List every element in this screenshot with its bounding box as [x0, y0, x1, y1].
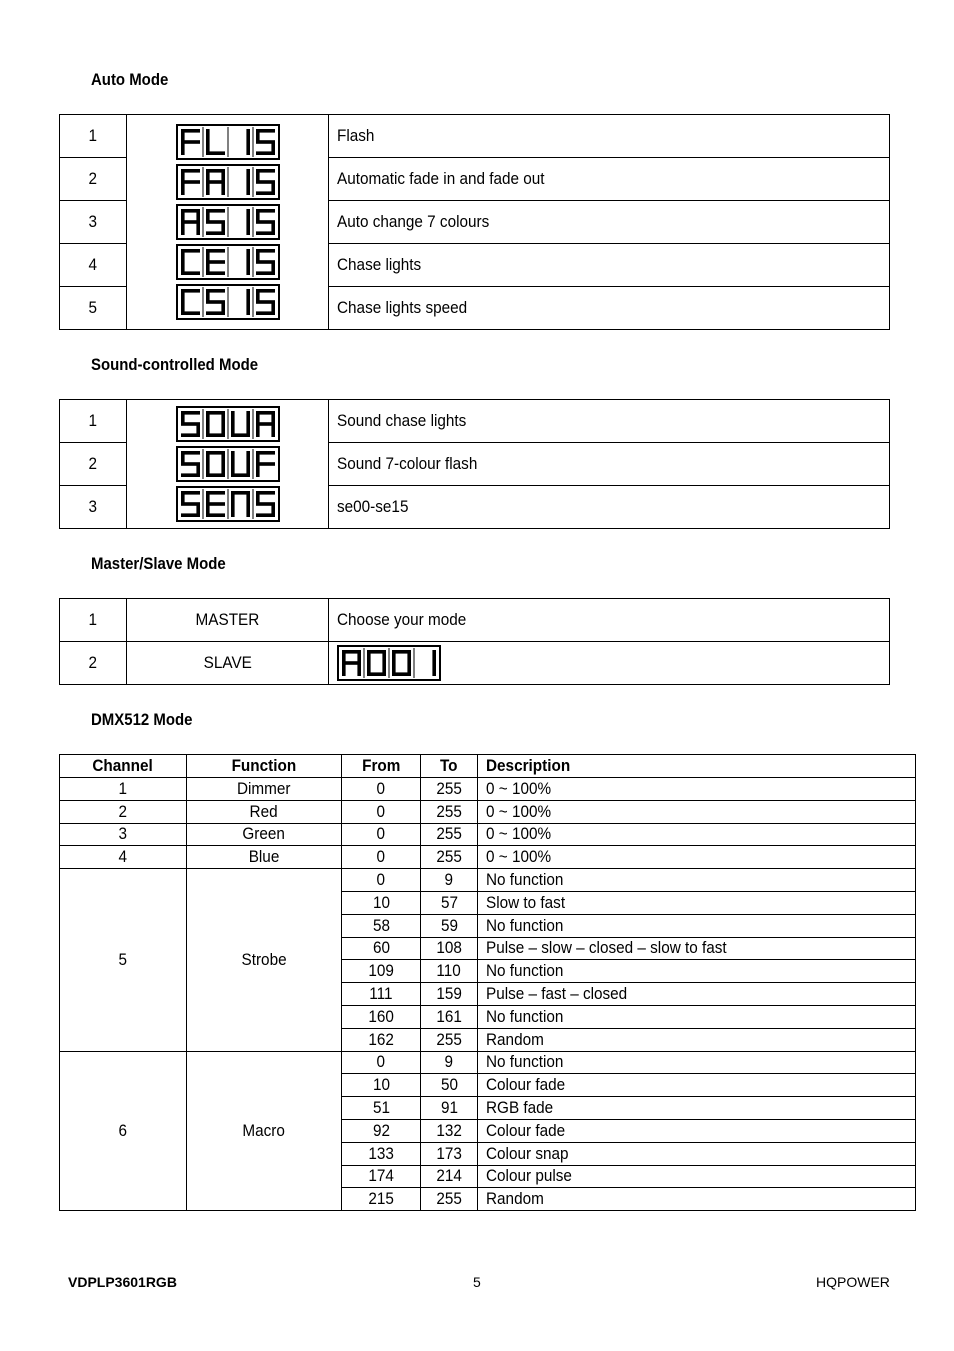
mode-description: Sound 7-colour flash	[337, 454, 478, 473]
function-cell: Blue	[248, 847, 280, 867]
mode-description: Choose your mode	[337, 610, 467, 629]
from-cell: 160	[368, 1006, 394, 1026]
to-cell: 255	[436, 847, 462, 867]
auto-mode-table	[59, 114, 890, 330]
function-cell: Macro	[242, 1120, 286, 1140]
to-cell: 173	[436, 1143, 462, 1163]
from-cell: 174	[368, 1166, 394, 1186]
row-number: 5	[88, 298, 98, 317]
mode-description: Flash	[337, 126, 375, 145]
slave-address-display	[329, 642, 890, 685]
to-cell: 50	[440, 1075, 458, 1095]
from-cell: 0	[376, 824, 386, 844]
table-row	[60, 869, 916, 892]
column-header-to: To	[440, 756, 458, 775]
table-header-row	[60, 755, 916, 778]
channel-cell: 1	[118, 778, 128, 798]
mode-description: Automatic fade in and fade out	[337, 169, 545, 188]
lcd-display	[176, 244, 280, 280]
from-cell: 109	[368, 961, 394, 981]
to-cell: 59	[440, 915, 458, 935]
sound-mode-heading: Sound-controlled Mode	[91, 355, 259, 374]
footer-page-number: 5	[473, 1274, 481, 1290]
mode-name: SLAVE	[203, 653, 252, 672]
channel-cell: 5	[118, 949, 128, 969]
lcd-display	[176, 124, 280, 160]
footer-model: VDPLP3601RGB	[68, 1274, 177, 1290]
mode-description: se00-se15	[337, 497, 409, 516]
dmx-channel-table	[59, 754, 916, 1211]
row-number: 1	[88, 610, 98, 629]
to-cell: 255	[436, 801, 462, 821]
row-number: 2	[88, 653, 98, 672]
to-cell: 161	[436, 1006, 462, 1026]
to-cell: 9	[444, 1052, 454, 1072]
table-row	[60, 115, 890, 158]
description-cell: Colour pulse	[486, 1166, 572, 1186]
from-cell: 0	[376, 801, 386, 821]
description-cell: No function	[486, 961, 564, 981]
channel-cell: 2	[118, 801, 128, 821]
from-cell: 0	[376, 847, 386, 867]
description-cell: Colour fade	[486, 1120, 566, 1140]
from-cell: 0	[376, 778, 386, 798]
lcd-display	[337, 645, 441, 681]
table-row	[60, 778, 916, 801]
from-cell: 111	[369, 984, 393, 1004]
description-cell: No function	[486, 1006, 564, 1026]
lcd-display	[176, 446, 280, 482]
to-cell: 110	[436, 961, 462, 981]
from-cell: 60	[372, 938, 390, 958]
to-cell: 9	[444, 870, 454, 890]
auto-mode-heading: Auto Mode	[91, 70, 169, 89]
description-cell: Random	[486, 1189, 544, 1209]
row-number: 2	[88, 169, 98, 188]
function-cell: Green	[242, 824, 286, 844]
table-row	[60, 642, 890, 685]
column-header-from: From	[361, 756, 401, 775]
from-cell: 58	[372, 915, 390, 935]
from-cell: 0	[376, 1052, 386, 1072]
description-cell: No function	[486, 915, 564, 935]
from-cell: 10	[372, 892, 390, 912]
to-cell: 159	[436, 984, 462, 1004]
description-cell: 0 ~ 100%	[486, 801, 552, 821]
dmx-mode-heading: DMX512 Mode	[91, 710, 193, 729]
lcd-display	[176, 164, 280, 200]
description-cell: Colour snap	[486, 1143, 569, 1163]
description-cell: Random	[486, 1029, 544, 1049]
from-cell: 162	[368, 1029, 394, 1049]
mode-description: Sound chase lights	[337, 411, 467, 430]
column-header-channel: Channel	[92, 756, 154, 775]
to-cell: 255	[436, 1189, 462, 1209]
from-cell: 51	[372, 1098, 390, 1118]
function-cell: Red	[249, 801, 279, 821]
footer-brand: HQPOWER	[816, 1274, 890, 1290]
description-cell: Slow to fast	[486, 892, 566, 912]
lcd-display-column	[127, 400, 329, 529]
column-header-function: Function	[231, 756, 297, 775]
from-cell: 133	[368, 1143, 394, 1163]
row-number: 1	[88, 411, 98, 430]
description-cell: Pulse – fast – closed	[486, 984, 628, 1004]
channel-cell: 4	[118, 847, 128, 867]
mode-description: Auto change 7 colours	[337, 212, 490, 231]
description-cell: RGB fade	[486, 1098, 554, 1118]
description-cell: 0 ~ 100%	[486, 778, 552, 798]
mode-name: MASTER	[195, 610, 260, 629]
to-cell: 255	[436, 778, 462, 798]
description-cell: No function	[486, 870, 564, 890]
sound-mode-table	[59, 399, 890, 529]
master-slave-table	[59, 598, 890, 685]
table-row	[60, 800, 916, 823]
mode-description: Chase lights	[337, 255, 422, 274]
row-number: 1	[88, 126, 98, 145]
description-cell: Pulse – slow – closed – slow to fast	[486, 938, 727, 958]
lcd-display	[176, 486, 280, 522]
from-cell: 10	[372, 1075, 390, 1095]
row-number: 3	[88, 212, 98, 231]
table-row	[60, 823, 916, 846]
to-cell: 91	[440, 1098, 458, 1118]
description-cell: No function	[486, 1052, 564, 1072]
to-cell: 214	[436, 1166, 462, 1186]
from-cell: 0	[376, 870, 386, 890]
function-cell: Dimmer	[237, 778, 291, 798]
lcd-display-column	[127, 115, 329, 330]
to-cell: 255	[436, 824, 462, 844]
channel-cell: 6	[118, 1120, 128, 1140]
to-cell: 132	[436, 1120, 462, 1140]
from-cell: 215	[368, 1189, 394, 1209]
lcd-display	[176, 204, 280, 240]
table-row	[60, 599, 890, 642]
master-slave-heading: Master/Slave Mode	[91, 554, 226, 573]
table-row	[60, 846, 916, 869]
column-header-description: Description	[486, 756, 571, 775]
description-cell: 0 ~ 100%	[486, 847, 552, 867]
to-cell: 108	[436, 938, 462, 958]
to-cell: 57	[440, 892, 458, 912]
row-number: 2	[88, 454, 98, 473]
table-row	[60, 1051, 916, 1074]
row-number: 3	[88, 497, 98, 516]
table-row	[60, 400, 890, 443]
lcd-display	[176, 406, 280, 442]
description-cell: 0 ~ 100%	[486, 824, 552, 844]
to-cell: 255	[436, 1029, 462, 1049]
row-number: 4	[88, 255, 98, 274]
channel-cell: 3	[118, 824, 128, 844]
from-cell: 92	[372, 1120, 390, 1140]
function-cell: Strobe	[241, 949, 287, 969]
description-cell: Colour fade	[486, 1075, 566, 1095]
mode-description: Chase lights speed	[337, 298, 468, 317]
lcd-display	[176, 284, 280, 320]
